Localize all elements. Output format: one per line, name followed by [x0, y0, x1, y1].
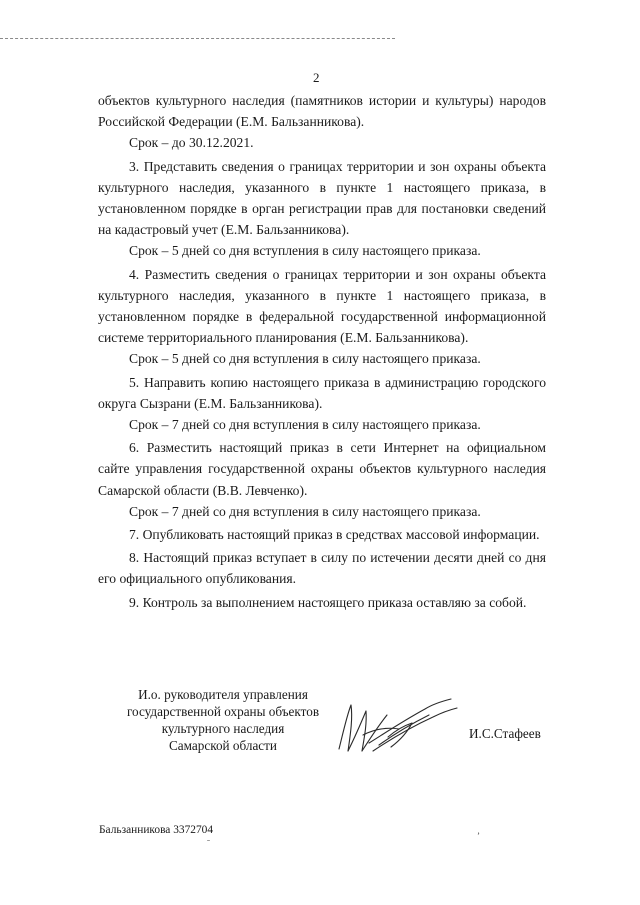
order-body — [98, 90, 546, 613]
scan-speck: ˉ — [207, 838, 210, 848]
paragraph: 9. Контроль за выполнением настоящего приказа оставляю за собой. — [129, 594, 527, 610]
signer-position — [98, 686, 348, 754]
paragraph: объектов культурного наследия (памятников истории и культуры) народов Российской Федерации (Е.М. Бальзанникова). — [98, 93, 546, 130]
paragraph: 7. Опубликовать настоящий приказ в средствах массовой информации. — [129, 527, 540, 543]
handwritten-signature — [333, 693, 463, 763]
paragraph: 4. Разместить сведения о границах территории и зон охраны объекта культурного наследия, указанного в пункте 1 настоящего приказа, в установленном порядке в федеральной государственной информационной системе территориального планирования (Е.М. Бальзанникова). — [98, 266, 546, 346]
paragraph: Срок – 7 дней со дня вступления в силу настоящего приказа. — [129, 503, 481, 519]
signer-position-line: культурного наследия — [161, 721, 285, 736]
paragraph: 6. Разместить настоящий приказ в сети Интернет на официальном сайте управления государственной охраны объектов культурного наследия Самарской области (В.В. Левченко). — [98, 440, 546, 498]
scan-edge-line — [0, 38, 395, 39]
signer-position-line: И.о. руководителя управления — [138, 687, 308, 702]
paragraph: Срок – 7 дней со дня вступления в силу настоящего приказа. — [129, 417, 481, 433]
paragraph: 8. Настоящий приказ вступает в силу по истечении десяти дней со дня его официального опубликования. — [98, 550, 546, 587]
paragraph: Срок – 5 дней со дня вступления в силу настоящего приказа. — [129, 243, 481, 259]
signer-name: И.С.Стафеев — [469, 726, 541, 741]
scan-speck: ʼ — [477, 831, 480, 841]
paragraph: Срок – до 30.12.2021. — [129, 135, 254, 151]
signer-position-line: государственной охраны объектов — [126, 704, 320, 719]
paragraph: Срок – 5 дней со дня вступления в силу настоящего приказа. — [129, 351, 481, 367]
signer-position-line: Самарской области — [169, 738, 277, 753]
executor-contact: Бальзанникова 3372704 — [99, 824, 214, 836]
page-number: 2 — [313, 70, 320, 85]
paragraph: 5. Направить копию настоящего приказа в администрацию городского округа Сызрани (Е.М. Бальзанникова). — [98, 374, 546, 411]
paragraph: 3. Представить сведения о границах территории и зон охраны объекта культурного наследия, указанного в пункте 1 настоящего приказа, в установленном порядке в орган регистрации прав для постановки сведений на кадастровый учет (Е.М. Бальзанникова). — [98, 158, 546, 238]
